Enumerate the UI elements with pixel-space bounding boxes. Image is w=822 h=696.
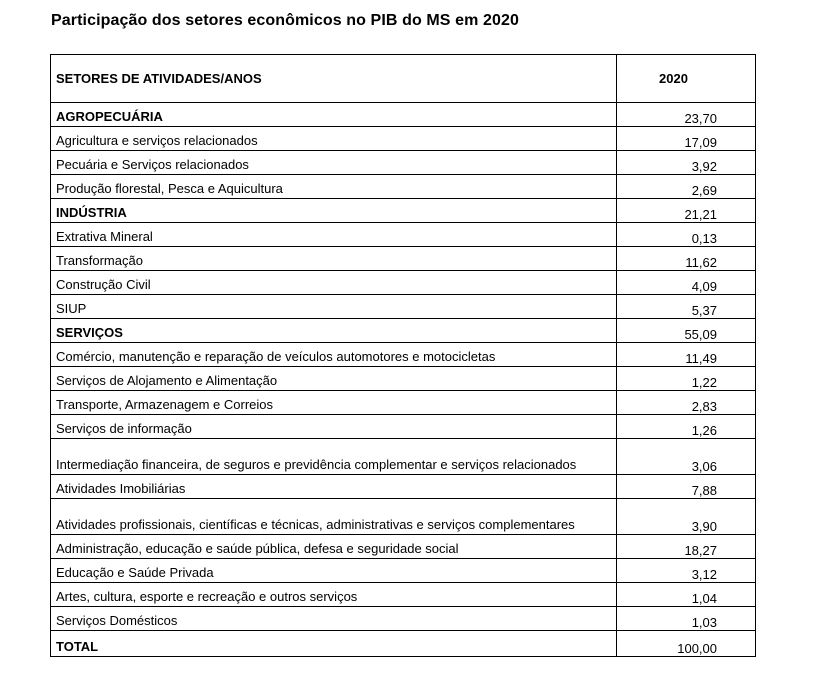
- table-body: [51, 103, 756, 657]
- sector-label: Transformação: [51, 247, 617, 271]
- sector-value: 1,22: [617, 367, 756, 391]
- sector-value: 55,09: [617, 319, 756, 343]
- table-row: [51, 199, 756, 223]
- sector-value: 11,49: [617, 343, 756, 367]
- table-row: [51, 499, 756, 535]
- total-row: [51, 631, 756, 657]
- sector-label: AGROPECUÁRIA: [51, 103, 617, 127]
- sector-label: Artes, cultura, esporte e recreação e outros serviços: [51, 583, 617, 607]
- sector-label: Intermediação financeira, de seguros e previdência complementar e serviços relacionados: [51, 439, 617, 475]
- table-row: [51, 319, 756, 343]
- sector-label: Extrativa Mineral: [51, 223, 617, 247]
- sector-value: 1,26: [617, 415, 756, 439]
- sector-label: Pecuária e Serviços relacionados: [51, 151, 617, 175]
- sector-value: 5,37: [617, 295, 756, 319]
- sector-value: 11,62: [617, 247, 756, 271]
- sector-label: Atividades profissionais, científicas e técnicas, administrativas e serviços complementares: [51, 499, 617, 535]
- sector-value: 2,83: [617, 391, 756, 415]
- table-row: [51, 175, 756, 199]
- header-year: 2020: [617, 55, 756, 103]
- sector-value: 7,88: [617, 475, 756, 499]
- sector-value: 17,09: [617, 127, 756, 151]
- table-row: [51, 391, 756, 415]
- table-row: [51, 535, 756, 559]
- table-row: [51, 583, 756, 607]
- table-row: [51, 439, 756, 475]
- header-sector: SETORES DE ATIVIDADES/ANOS: [51, 55, 617, 103]
- sector-value: 100,00: [617, 631, 756, 657]
- sector-label: INDÚSTRIA: [51, 199, 617, 223]
- sector-value: 3,12: [617, 559, 756, 583]
- sector-value: 3,90: [617, 499, 756, 535]
- table-row: [51, 271, 756, 295]
- sector-value: 0,13: [617, 223, 756, 247]
- sector-label: SERVIÇOS: [51, 319, 617, 343]
- sector-value: 3,06: [617, 439, 756, 475]
- page-title: Participação dos setores econômicos no PIB do MS em 2020: [51, 12, 519, 29]
- table-row: [51, 607, 756, 631]
- sector-label: Educação e Saúde Privada: [51, 559, 617, 583]
- pib-table: [50, 54, 756, 657]
- sector-value: 4,09: [617, 271, 756, 295]
- table-row: [51, 223, 756, 247]
- sector-label: Agricultura e serviços relacionados: [51, 127, 617, 151]
- sector-label: Serviços de informação: [51, 415, 617, 439]
- sector-value: 2,69: [617, 175, 756, 199]
- sector-value: 3,92: [617, 151, 756, 175]
- sector-label: Comércio, manutenção e reparação de veículos automotores e motocicletas: [51, 343, 617, 367]
- sector-label: Administração, educação e saúde pública, defesa e seguridade social: [51, 535, 617, 559]
- sector-label: Produção florestal, Pesca e Aquicultura: [51, 175, 617, 199]
- sector-label: Transporte, Armazenagem e Correios: [51, 391, 617, 415]
- table-row: [51, 127, 756, 151]
- table-row: [51, 415, 756, 439]
- sector-label: TOTAL: [51, 631, 617, 657]
- sector-value: 18,27: [617, 535, 756, 559]
- table-row: [51, 151, 756, 175]
- sector-value: 23,70: [617, 103, 756, 127]
- sector-label: Serviços de Alojamento e Alimentação: [51, 367, 617, 391]
- sector-label: Atividades Imobiliárias: [51, 475, 617, 499]
- table-row: [51, 343, 756, 367]
- sector-label: Construção Civil: [51, 271, 617, 295]
- sector-value: 21,21: [617, 199, 756, 223]
- table-row: [51, 367, 756, 391]
- table-row: [51, 247, 756, 271]
- table-row: [51, 103, 756, 127]
- sector-value: 1,03: [617, 607, 756, 631]
- sector-label: SIUP: [51, 295, 617, 319]
- sector-value: 1,04: [617, 583, 756, 607]
- sector-label: Serviços Domésticos: [51, 607, 617, 631]
- table-row: [51, 559, 756, 583]
- table-header-row: [51, 55, 756, 103]
- table-row: [51, 475, 756, 499]
- table-row: [51, 295, 756, 319]
